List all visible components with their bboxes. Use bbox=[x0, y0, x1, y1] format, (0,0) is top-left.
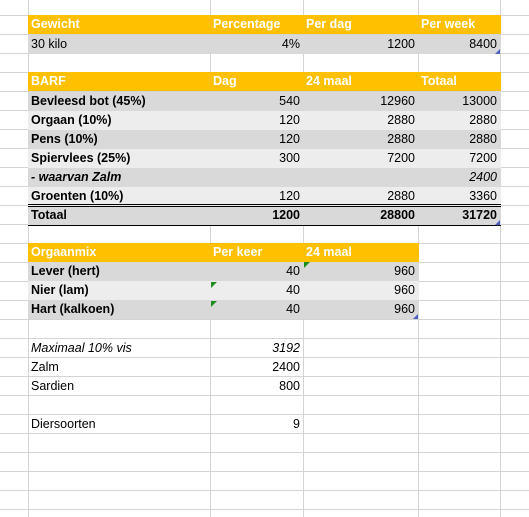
barf-row-label[interactable]: Groenten (10%) bbox=[31, 189, 124, 203]
barf-24maal-cell[interactable]: 12960 bbox=[380, 94, 415, 108]
orgaanmix-24-maal-header[interactable]: 24 maal bbox=[306, 245, 352, 259]
per-week-header[interactable]: Per week bbox=[421, 17, 476, 31]
diersoorten-value[interactable]: 9 bbox=[293, 417, 300, 431]
vis-label[interactable]: Maximaal 10% vis bbox=[31, 341, 132, 355]
gewicht-header-label[interactable]: Gewicht bbox=[31, 17, 80, 31]
barf-totaal-cell[interactable]: 3360 bbox=[469, 189, 497, 203]
barf-totaal-cell[interactable]: 13000 bbox=[462, 94, 497, 108]
barf-24maal-cell[interactable]: 7200 bbox=[387, 151, 415, 165]
barf-24maal-cell[interactable]: 2880 bbox=[387, 113, 415, 127]
per-keer-header[interactable]: Per keer bbox=[213, 245, 263, 259]
24-maal-header[interactable]: 24 maal bbox=[306, 74, 352, 88]
total-border-line bbox=[28, 204, 501, 205]
percentage-value[interactable]: 4% bbox=[281, 37, 300, 51]
barf-dag-cell[interactable] bbox=[210, 168, 303, 187]
barf-row-label[interactable]: Orgaan (10%) bbox=[31, 113, 112, 127]
comment-indicator-icon[interactable] bbox=[304, 262, 310, 268]
orgaanmix-24maal-cell[interactable]: 960 bbox=[394, 283, 415, 297]
vis-value[interactable]: 2400 bbox=[272, 360, 300, 374]
dag-header[interactable]: Dag bbox=[213, 74, 237, 88]
gridline bbox=[0, 319, 529, 320]
per-week-value[interactable]: 8400 bbox=[469, 37, 497, 51]
vis-label[interactable]: Zalm bbox=[31, 360, 59, 374]
barf-row-label[interactable]: Bevleesd bot (45%) bbox=[31, 94, 146, 108]
vis-value[interactable]: 3192 bbox=[272, 341, 300, 355]
per-dag-header[interactable]: Per dag bbox=[306, 17, 352, 31]
totaal-header[interactable]: Totaal bbox=[421, 74, 457, 88]
barf-dag-cell[interactable]: 300 bbox=[279, 151, 300, 165]
per-keer-cell[interactable]: 40 bbox=[286, 283, 300, 297]
comment-indicator-icon[interactable] bbox=[211, 282, 217, 288]
per-keer-cell[interactable]: 40 bbox=[286, 302, 300, 316]
per-dag-value[interactable]: 1200 bbox=[387, 37, 415, 51]
vis-label[interactable]: Sardien bbox=[31, 379, 75, 393]
barf-total-24maal[interactable]: 28800 bbox=[380, 208, 415, 222]
per-keer-cell[interactable]: 40 bbox=[286, 264, 300, 278]
orgaanmix-24maal-cell[interactable]: 960 bbox=[394, 264, 415, 278]
barf-dag-cell[interactable]: 120 bbox=[279, 132, 300, 146]
comment-indicator-icon[interactable] bbox=[211, 301, 217, 307]
barf-total-dag[interactable]: 1200 bbox=[272, 208, 300, 222]
gridline bbox=[0, 452, 529, 453]
barf-totaal-cell[interactable]: 2400 bbox=[469, 170, 497, 184]
barf-row-label[interactable]: Pens (10%) bbox=[31, 132, 98, 146]
orgaanmix-row-label[interactable]: Hart (kalkoen) bbox=[31, 302, 115, 316]
fill-handle-marker bbox=[413, 314, 418, 319]
barf-dag-cell[interactable]: 120 bbox=[279, 189, 300, 203]
vis-value[interactable]: 800 bbox=[279, 379, 300, 393]
barf-total-totaal[interactable]: 31720 bbox=[462, 208, 497, 222]
fill-handle-marker bbox=[495, 220, 500, 225]
barf-dag-cell[interactable]: 540 bbox=[279, 94, 300, 108]
gridline bbox=[0, 509, 529, 510]
barf-totaal-cell[interactable]: 7200 bbox=[469, 151, 497, 165]
orgaanmix-row-label[interactable]: Lever (hert) bbox=[31, 264, 100, 278]
barf-totaal-cell[interactable]: 2880 bbox=[469, 132, 497, 146]
orgaanmix-24maal-cell[interactable]: 960 bbox=[394, 302, 415, 316]
barf-24maal-cell[interactable] bbox=[303, 168, 418, 187]
fill-handle-marker bbox=[495, 49, 500, 54]
orgaanmix-header-label[interactable]: Orgaanmix bbox=[31, 245, 97, 259]
gewicht-value[interactable]: 30 kilo bbox=[31, 37, 68, 51]
gridline bbox=[0, 490, 529, 491]
barf-dag-cell[interactable]: 120 bbox=[279, 113, 300, 127]
barf-row-label[interactable]: Spiervlees (25%) bbox=[31, 151, 131, 165]
barf-totaal-cell[interactable]: 2880 bbox=[469, 113, 497, 127]
barf-total-label[interactable]: Totaal bbox=[31, 208, 67, 222]
barf-24maal-cell[interactable]: 2880 bbox=[387, 132, 415, 146]
total-bottom-line bbox=[28, 225, 501, 226]
barf-24maal-cell[interactable]: 2880 bbox=[387, 189, 415, 203]
gridline bbox=[0, 471, 529, 472]
barf-row-label[interactable]: - waarvan Zalm bbox=[31, 170, 122, 184]
barf-header-label[interactable]: BARF bbox=[31, 74, 66, 88]
percentage-header[interactable]: Percentage bbox=[213, 17, 281, 31]
diersoorten-label[interactable]: Diersoorten bbox=[31, 417, 96, 431]
orgaanmix-row-label[interactable]: Nier (lam) bbox=[31, 283, 89, 297]
